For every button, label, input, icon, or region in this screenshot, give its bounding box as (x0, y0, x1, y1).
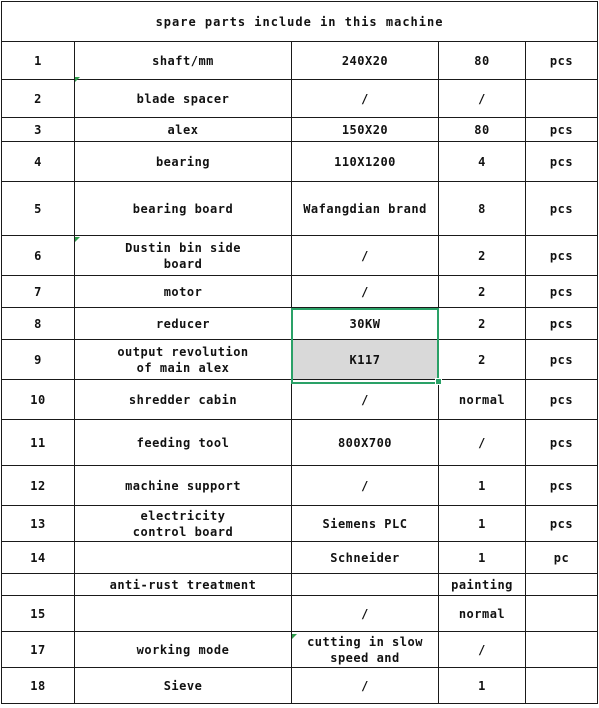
row-number-cell[interactable]: 9 (2, 340, 75, 380)
quantity-cell[interactable]: 1 (439, 506, 526, 542)
specification-cell[interactable]: / (292, 596, 439, 632)
row-number-cell[interactable] (2, 574, 75, 596)
specification-cell[interactable]: / (292, 466, 439, 506)
table-row (2, 236, 598, 276)
unit-cell[interactable] (526, 80, 598, 118)
item-name-cell[interactable]: working mode (75, 632, 292, 668)
table-row (2, 596, 598, 632)
quantity-cell[interactable]: 8 (439, 182, 526, 236)
quantity-cell[interactable]: normal (439, 380, 526, 420)
item-name-cell[interactable]: blade spacer (75, 80, 292, 118)
row-number-cell[interactable]: 15 (2, 596, 75, 632)
row-number-cell[interactable]: 5 (2, 182, 75, 236)
specification-cell[interactable]: 240X20 (292, 42, 439, 80)
specification-cell[interactable]: Schneider (292, 542, 439, 574)
title-row (2, 2, 598, 42)
unit-cell[interactable] (526, 574, 598, 596)
quantity-cell[interactable]: / (439, 420, 526, 466)
table-row (2, 542, 598, 574)
quantity-cell[interactable]: / (439, 632, 526, 668)
table-row (2, 506, 598, 542)
specification-cell[interactable]: 800X700 (292, 420, 439, 466)
row-number-cell[interactable]: 1 (2, 42, 75, 80)
row-number-cell[interactable]: 6 (2, 236, 75, 276)
table-row (2, 182, 598, 236)
unit-cell[interactable] (526, 632, 598, 668)
specification-cell[interactable]: 110X1200 (292, 142, 439, 182)
specification-cell[interactable]: K117 (292, 340, 439, 380)
specification-cell[interactable]: / (292, 276, 439, 308)
unit-cell[interactable]: pcs (526, 276, 598, 308)
table-row (2, 420, 598, 466)
spare-parts-table (1, 1, 598, 704)
item-name-cell[interactable]: electricity control board (75, 506, 292, 542)
item-name-cell[interactable]: shaft/mm (75, 42, 292, 80)
table-row (2, 118, 598, 142)
table-row (2, 466, 598, 506)
row-number-cell[interactable]: 2 (2, 80, 75, 118)
unit-cell[interactable]: pcs (526, 42, 598, 80)
item-name-cell[interactable] (75, 542, 292, 574)
item-name-cell[interactable]: feeding tool (75, 420, 292, 466)
specification-cell[interactable]: 30KW (292, 308, 439, 340)
unit-cell[interactable]: pcs (526, 182, 598, 236)
row-number-cell[interactable]: 17 (2, 632, 75, 668)
table-row (2, 380, 598, 420)
unit-cell[interactable]: pcs (526, 506, 598, 542)
table-title[interactable]: spare parts include in this machine (2, 2, 598, 42)
row-number-cell[interactable]: 12 (2, 466, 75, 506)
specification-cell[interactable]: Siemens PLC (292, 506, 439, 542)
item-name-cell[interactable]: bearing (75, 142, 292, 182)
table-row (2, 340, 598, 380)
row-number-cell[interactable]: 7 (2, 276, 75, 308)
quantity-cell[interactable]: painting (439, 574, 526, 596)
unit-cell[interactable]: pcs (526, 308, 598, 340)
row-number-cell[interactable]: 8 (2, 308, 75, 340)
quantity-cell[interactable]: 1 (439, 542, 526, 574)
quantity-cell[interactable]: 2 (439, 340, 526, 380)
row-number-cell[interactable]: 4 (2, 142, 75, 182)
unit-cell[interactable]: pc (526, 542, 598, 574)
table-row (2, 632, 598, 668)
specification-cell[interactable]: cutting in slow speed and (292, 632, 439, 668)
quantity-cell[interactable]: normal (439, 596, 526, 632)
row-number-cell[interactable]: 3 (2, 118, 75, 142)
row-number-cell[interactable]: 14 (2, 542, 75, 574)
row-number-cell[interactable]: 10 (2, 380, 75, 420)
unit-cell[interactable]: pcs (526, 118, 598, 142)
table-row (2, 276, 598, 308)
table-row (2, 668, 598, 704)
item-name-cell[interactable] (75, 596, 292, 632)
specification-cell[interactable]: / (292, 380, 439, 420)
item-name-cell[interactable]: shredder cabin (75, 380, 292, 420)
item-name-cell[interactable]: anti-rust treatment (75, 574, 292, 596)
item-name-cell[interactable]: motor (75, 276, 292, 308)
quantity-cell[interactable]: / (439, 80, 526, 118)
quantity-cell[interactable]: 80 (439, 42, 526, 80)
unit-cell[interactable]: pcs (526, 420, 598, 466)
item-name-cell[interactable]: Dustin bin side board (75, 236, 292, 276)
table-row (2, 574, 598, 596)
quantity-cell[interactable]: 80 (439, 118, 526, 142)
quantity-cell[interactable]: 2 (439, 276, 526, 308)
table-row (2, 42, 598, 80)
specification-cell[interactable]: / (292, 236, 439, 276)
unit-cell[interactable]: pcs (526, 142, 598, 182)
unit-cell[interactable] (526, 596, 598, 632)
specification-cell[interactable]: Wafangdian brand (292, 182, 439, 236)
item-name-cell[interactable]: Sieve (75, 668, 292, 704)
item-name-cell[interactable]: output revolution of main alex (75, 340, 292, 380)
specification-cell[interactable]: 150X20 (292, 118, 439, 142)
item-name-cell[interactable]: bearing board (75, 182, 292, 236)
quantity-cell[interactable]: 1 (439, 466, 526, 506)
table-row (2, 142, 598, 182)
quantity-cell[interactable]: 1 (439, 668, 526, 704)
unit-cell[interactable]: pcs (526, 236, 598, 276)
quantity-cell[interactable]: 2 (439, 236, 526, 276)
unit-cell[interactable]: pcs (526, 340, 598, 380)
specification-cell[interactable]: / (292, 80, 439, 118)
quantity-cell[interactable]: 2 (439, 308, 526, 340)
unit-cell[interactable] (526, 668, 598, 704)
quantity-cell[interactable]: 4 (439, 142, 526, 182)
item-name-cell[interactable]: alex (75, 118, 292, 142)
table-row (2, 80, 598, 118)
specification-cell[interactable] (292, 574, 439, 596)
item-name-cell[interactable]: machine support (75, 466, 292, 506)
table-row (2, 308, 598, 340)
item-name-cell[interactable]: reducer (75, 308, 292, 340)
unit-cell[interactable]: pcs (526, 466, 598, 506)
row-number-cell[interactable]: 13 (2, 506, 75, 542)
row-number-cell[interactable]: 18 (2, 668, 75, 704)
row-number-cell[interactable]: 11 (2, 420, 75, 466)
unit-cell[interactable]: pcs (526, 380, 598, 420)
specification-cell[interactable]: / (292, 668, 439, 704)
